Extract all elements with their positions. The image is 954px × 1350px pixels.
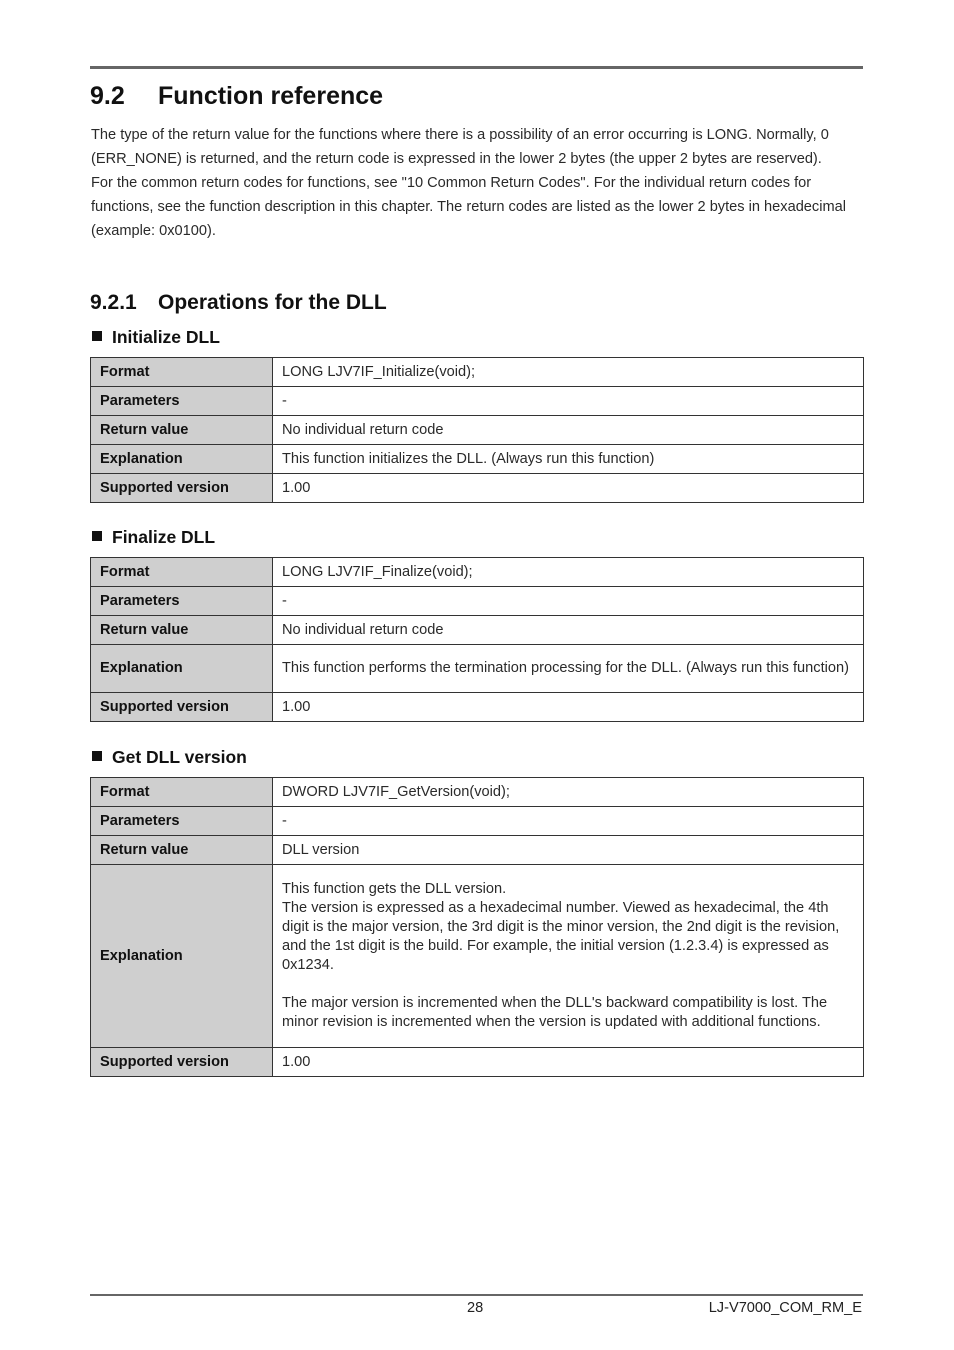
explanation-line: This function gets the DLL version. xyxy=(282,881,507,897)
return-value-value: DLL version xyxy=(273,836,864,865)
function-table-initialize xyxy=(90,357,864,503)
table-row xyxy=(91,416,864,445)
parameters-value: - xyxy=(273,807,864,836)
supported-version-label: Supported version xyxy=(91,474,273,503)
square-bullet-icon xyxy=(92,531,102,541)
table-row xyxy=(91,836,864,865)
section-heading xyxy=(90,82,383,111)
supported-version-value: 1.00 xyxy=(273,693,864,722)
parameters-value: - xyxy=(273,387,864,416)
square-bullet-icon xyxy=(92,331,102,341)
format-value: LONG LJV7IF_Finalize(void); xyxy=(273,558,864,587)
footer-rule xyxy=(90,1294,863,1296)
format-value: LONG LJV7IF_Initialize(void); xyxy=(273,358,864,387)
table-row xyxy=(91,587,864,616)
intro-paragraph: The type of the return value for the functions where there is a possibility of an error occurring is LONG. Normally, 0 (ERR_NONE) is returned, and the return code is expressed in the lower 2 bytes (the upper 2 bytes are reserved). xyxy=(91,127,829,167)
return-value-label: Return value xyxy=(91,416,273,445)
subsection-number: 9.2.1 xyxy=(90,291,137,314)
parameters-label: Parameters xyxy=(91,807,273,836)
parameters-label: Parameters xyxy=(91,387,273,416)
function-heading-label: Finalize DLL xyxy=(112,527,216,547)
square-bullet-icon xyxy=(92,751,102,761)
explanation-line: The major version is incremented when the DLL's backward compatibility is lost. The minor revision is incremented when the version is updated with additional functions. xyxy=(282,995,828,1030)
table-row xyxy=(91,474,864,503)
explanation-label: Explanation xyxy=(91,865,273,1048)
return-value-label: Return value xyxy=(91,616,273,645)
function-table-get-version xyxy=(90,777,864,1077)
subsection-title: Operations for the DLL xyxy=(158,291,387,314)
section-number: 9.2 xyxy=(90,82,125,110)
explanation-label: Explanation xyxy=(91,445,273,474)
function-table-finalize xyxy=(90,557,864,722)
table-row xyxy=(91,1048,864,1077)
table-row xyxy=(91,693,864,722)
function-heading-label: Get DLL version xyxy=(112,747,247,767)
format-label: Format xyxy=(91,358,273,387)
explanation-spacer xyxy=(282,975,854,994)
intro-text xyxy=(91,123,866,243)
table-row xyxy=(91,778,864,807)
table-row xyxy=(91,558,864,587)
format-label: Format xyxy=(91,778,273,807)
table-row xyxy=(91,358,864,387)
table-row xyxy=(91,645,864,693)
explanation-label: Explanation xyxy=(91,645,273,693)
explanation-value: This function performs the termination processing for the DLL. (Always run this function) xyxy=(273,645,864,693)
table-row xyxy=(91,865,864,1048)
function-heading-get-version xyxy=(92,747,247,768)
function-heading-initialize xyxy=(92,327,220,348)
supported-version-value: 1.00 xyxy=(273,1048,864,1077)
page-number: 28 xyxy=(467,1300,484,1316)
format-value: DWORD LJV7IF_GetVersion(void); xyxy=(273,778,864,807)
table-row xyxy=(91,807,864,836)
supported-version-label: Supported version xyxy=(91,1048,273,1077)
table-row xyxy=(91,445,864,474)
top-rule xyxy=(90,66,863,69)
return-value-value: No individual return code xyxy=(273,616,864,645)
return-value-value: No individual return code xyxy=(273,416,864,445)
intro-paragraph: For the common return codes for functions, see "10 Common Return Codes". For the individual return codes for functions, see the function description in this chapter. The return codes are listed as the lower 2 bytes in hexadecimal (example: 0x0100). xyxy=(91,175,846,239)
parameters-value: - xyxy=(273,587,864,616)
explanation-value: This function initializes the DLL. (Always run this function) xyxy=(273,445,864,474)
return-value-label: Return value xyxy=(91,836,273,865)
format-label: Format xyxy=(91,558,273,587)
section-title: Function reference xyxy=(158,82,384,110)
supported-version-value: 1.00 xyxy=(273,474,864,503)
explanation-line: The version is expressed as a hexadecimal number. Viewed as hexadecimal, the 4th digit is the major version, the 3rd digit is the minor version, the 2nd digit is the revision, and the 1st digit is the build. For example, the initial version (1.2.3.4) is expressed as 0x1234. xyxy=(282,900,840,973)
table-row xyxy=(91,616,864,645)
parameters-label: Parameters xyxy=(91,587,273,616)
document-code: LJ-V7000_COM_RM_E xyxy=(708,1300,862,1316)
table-row xyxy=(91,387,864,416)
supported-version-label: Supported version xyxy=(91,693,273,722)
subsection-heading xyxy=(90,291,387,315)
explanation-value xyxy=(273,865,864,1048)
function-heading-label: Initialize DLL xyxy=(112,327,220,347)
function-heading-finalize xyxy=(92,527,215,548)
